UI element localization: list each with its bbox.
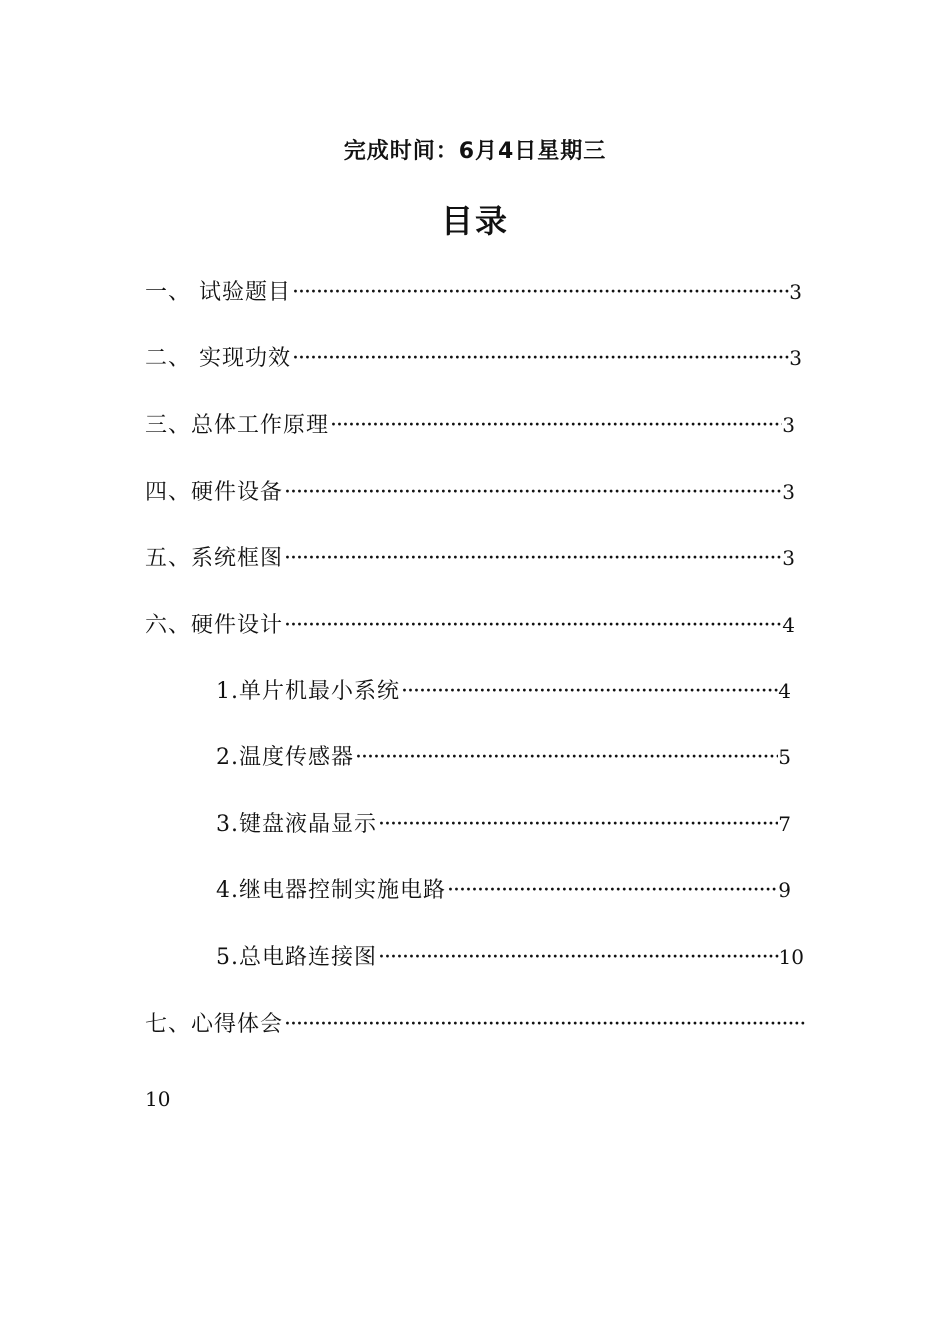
completion-time: 完成时间：6月4日星期三 (343, 139, 607, 164)
dot-leader (283, 544, 782, 574)
toc-entry-label: 4.继电器控制实施电路 (216, 878, 446, 903)
dot-leader (291, 344, 789, 374)
toc-entry-label: 1.单片机最小系统 (216, 679, 400, 704)
toc-entry[interactable] (145, 277, 802, 307)
toc-entry-page: 4 (778, 679, 791, 703)
toc-entry[interactable] (145, 1010, 805, 1040)
toc-entry[interactable] (145, 343, 802, 373)
toc-subentry[interactable] (216, 809, 791, 839)
toc-entry[interactable] (145, 410, 795, 440)
toc-entry-page: 10 (778, 945, 804, 969)
dot-leader (377, 943, 779, 973)
toc-subentry[interactable] (216, 676, 791, 706)
dot-leader (283, 611, 782, 641)
toc-entry[interactable] (145, 610, 795, 640)
dot-leader (400, 677, 778, 707)
toc-entry[interactable] (145, 543, 795, 573)
dot-leader (329, 411, 782, 441)
toc-entry-label: 三、总体工作原理 (145, 413, 330, 438)
toc-entry-label: 3.键盘液晶显示 (216, 812, 377, 837)
toc-entry-label: 七、心得体会 (145, 1012, 284, 1037)
toc-entry-label: 六、硬件设计 (145, 613, 284, 638)
toc-entry-page: 3 (782, 546, 795, 570)
toc-entry-page: 4 (782, 613, 795, 637)
toc-entry-label: 一、 试验题目 (145, 280, 291, 305)
toc-entry-page: 3 (789, 280, 802, 304)
dot-leader (283, 478, 782, 508)
dot-leader (354, 743, 778, 773)
toc-subentry[interactable] (216, 742, 791, 772)
toc-entry-page: 9 (778, 878, 791, 902)
toc-entry-label: 2.温度传感器 (216, 745, 354, 770)
toc-subentry[interactable] (216, 875, 791, 905)
toc-entry-page: 3 (782, 480, 795, 504)
dot-leader (446, 876, 778, 906)
page-title: 目录 (440, 202, 509, 240)
toc-entry-label: 二、 实现功效 (145, 346, 291, 371)
toc-subentry[interactable] (216, 942, 804, 972)
dot-leader (283, 1010, 805, 1040)
dot-leader (291, 278, 789, 308)
toc-entry-page: 5 (778, 745, 791, 769)
toc-entry-label: 5.总电路连接图 (216, 945, 377, 970)
toc-entry-label: 五、系统框图 (145, 546, 284, 571)
toc-entry-page-wrapped: 10 (145, 1087, 171, 1111)
toc-entry-page: 7 (778, 812, 791, 836)
toc-entry-label: 四、硬件设备 (145, 480, 284, 505)
dot-leader (377, 810, 778, 840)
toc-entry-page: 3 (782, 413, 795, 437)
toc-entry-page: 3 (789, 346, 802, 370)
toc-entry[interactable] (145, 477, 795, 507)
